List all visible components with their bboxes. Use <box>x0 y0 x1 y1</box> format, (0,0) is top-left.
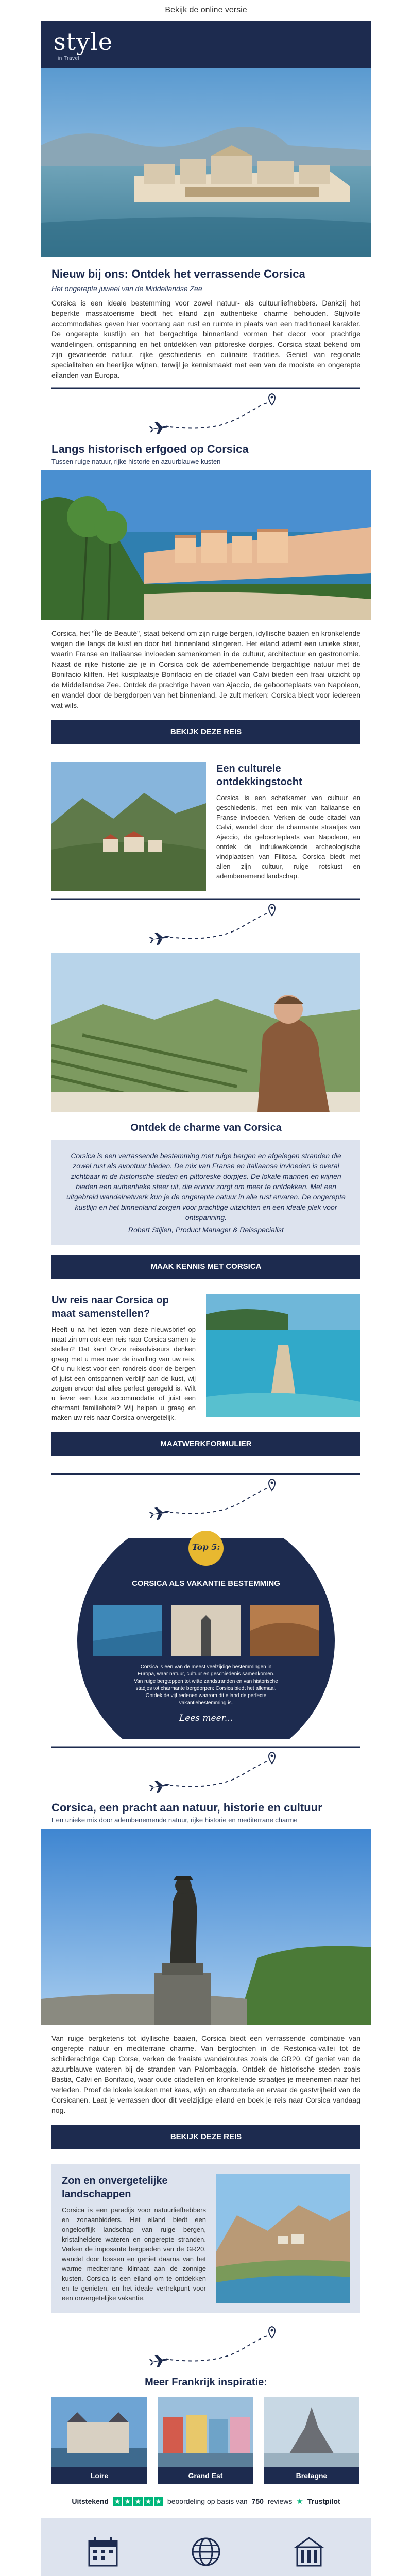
features-band <box>41 2518 371 2576</box>
meet-corsica-button[interactable]: MAAK KENNIS MET CORSICA <box>52 1255 360 1279</box>
card-label: Grand Est <box>158 2467 253 2484</box>
quote-author: Robert Stijlen, Product Manager & Reisspecialist <box>128 1226 284 1234</box>
napoleon-statue-image <box>41 1829 371 2025</box>
section-subtitle: Een unieke mix door adembenemende natuur, rijke historie en mediterrane charme <box>52 1816 298 1824</box>
section-title: Corsica, een pracht aan natuur, historie en cultuur <box>52 1801 322 1814</box>
section-title: Langs historisch erfgoed op Corsica <box>52 443 249 455</box>
header-band <box>41 21 371 68</box>
location-pin-icon <box>269 394 275 405</box>
mountain-village-image <box>52 762 206 891</box>
location-pin-icon <box>269 2327 275 2338</box>
view-trip-button-2[interactable]: BEKIJK DEZE REIS <box>52 2125 360 2149</box>
top5-circle[interactable] <box>41 1528 371 1739</box>
hero-image-bastia <box>41 68 371 257</box>
airplane-icon <box>148 420 171 436</box>
star-icon: ★ <box>133 2497 143 2506</box>
section-subtitle: Tussen ruige natuur, rijke historie en azuurblauwe kusten <box>52 457 221 465</box>
airplane-icon <box>148 930 171 946</box>
location-pin-icon <box>269 1752 275 1764</box>
top5-badge: Top 5: <box>192 1542 220 1552</box>
plane-divider <box>41 891 371 953</box>
airplane-icon <box>148 1505 171 1521</box>
feature-custom-trip <box>165 2534 247 2576</box>
style-logo[interactable]: style <box>54 28 113 56</box>
location-pin-icon <box>269 1479 275 1490</box>
card-label: Loire <box>52 2467 147 2484</box>
airplane-icon <box>148 2353 171 2369</box>
trust-rating-label: Uitstekend <box>72 2497 109 2505</box>
more-france-grid <box>41 2389 371 2484</box>
card-label: Bretagne <box>264 2467 359 2484</box>
quote-box <box>52 1140 360 1245</box>
calvi-coast-image <box>41 470 371 620</box>
top5-text: Corsica is een van de meest veelzijdige bestemmingen in Europa, waar natuur, cultuur en geschiedenis samenkomen. Van ruige bergtoppen tot witte zandstranden en van historische stadjes tot charmante bergdorpen: Corsica biedt het allemaal. Ontdek de vijf redenen waarom dit eiland de perfecte vakantiebestemming is. <box>134 1664 278 1706</box>
trust-text: beoordeling op basis van <box>167 2497 248 2505</box>
logo-tagline: in Travel <box>58 56 80 61</box>
feature-wide-offer <box>268 2534 350 2576</box>
section-body: Corsica, het "Île de Beauté", staat bekend om zijn ruige bergen, idyllische baaien en kronkelende wegen die langs de kust en door het binnenland slingeren. Het eiland ademt een unieke sfeer, waarin Franse en Italiaanse invloeden samenkomen in de cultuur, architectuur en gastronomie. Naast de rijke historie zie je in Corsica ook de adembenemende bergachtige natuur met de Bonifacio kliffen. Het kustplaatsje Bonifacio en de citadel van Calvi bieden een fraai uitzicht op de Middellandse Zee. Ontdek de prachtige haven van Ajaccio, de geboorteplaats van Napoleon, en wandel door de bergdorpen van het binnenland. Je zult merken: Corsica biedt voor iedereen wat wils. <box>52 629 360 709</box>
view-trip-button[interactable]: BEKIJK DEZE REIS <box>52 720 360 744</box>
section-body: Heeft u na het lezen van deze nieuwsbrief op maat zin om ook een reis naar Corsica samen te stellen? Dat kan! Onze reisadviseurs denken graag met u mee over de invulling van uw reis. Of u nu kiest voor een rondreis door de bergen of juist een ontspannen verblijf aan de kust, wij zorgen ervoor dat alles perfect geregeld is. Wilt u liever een luxe accommodatie of juist een charmant familiehotel? Wij helpen u graag en maken uw reis naar Corsica onvergetelijk. <box>52 1326 196 1421</box>
rocky-coast-image <box>216 2174 350 2303</box>
vineyard-person-image <box>52 953 360 1112</box>
plane-divider <box>41 1739 371 1801</box>
airplane-icon <box>148 1778 171 1794</box>
trustpilot-brand: Trustpilot <box>307 2497 340 2505</box>
france-card-bretagne[interactable] <box>264 2397 359 2484</box>
more-france-title: Meer Frankrijk inspiratie: <box>145 2377 267 2388</box>
newsletter <box>41 21 371 2576</box>
read-more-link[interactable]: Lees meer... <box>179 1713 233 1723</box>
star-icon: ★ <box>144 2497 153 2506</box>
calendar-icon <box>85 2534 121 2570</box>
trustpilot-bar[interactable] <box>41 2484 371 2518</box>
section-title: Nieuw bij ons: Ontdek het verrassende Corsica <box>52 267 305 280</box>
trust-suffix: reviews <box>267 2497 293 2505</box>
france-card-loire[interactable] <box>52 2397 147 2484</box>
star-icon: ★ <box>113 2497 122 2506</box>
top5-heading: CORSICA ALS VAKANTIE BESTEMMING <box>132 1579 280 1588</box>
trustpilot-star-icon: ★ <box>296 2497 303 2506</box>
section-title: Uw reis naar Corsica op maat samenstellen? <box>52 1295 169 1319</box>
trust-count: 750 <box>251 2497 264 2505</box>
sun-landscape-block <box>52 2164 360 2313</box>
section-body: Corsica is een schatkamer van cultuur en geschiedenis, met een mix van Italiaanse en Franse invloeden. Verken de oude citadel van Calvi, wandel door de charmante straatjes van Ajaccio, de geboorteplaats van Napoleon, en ontdek de indrukwekkende archeologische vindplaatsen van Filitosa. Corsica biedt met allen zijn cultuur, ruige rotskust en adembenemend landschap. <box>216 794 360 880</box>
globe-icon <box>188 2534 224 2570</box>
section-body: Van ruige bergketens tot idyllische baaien, Corsica biedt een verrassende combinatie van ongerepte natuur en mediterrane charme. Van bergtochten in de Restonica-vallei tot de schilderachtige Cap Corse, verken de fraaiste wandelroutes zoals de GR20. Of geniet van de azuurblauwe wateren bij de stranden van Palombaggia. Ontdek de historische steden zoals Bastia, Calvi en Bonifacio, waar oude citadellen en kronkelende straatjes je meenemen naar het verleden. Proef de lokale keuken met kaas, wijn en charcuterie en ervaar de gastvrijheid van de Corsicanen. Laat je verrassen door dit veelzijdige eiland en boek je reis naar Corsica vandaag nog. <box>52 2034 360 2114</box>
star-icon: ★ <box>123 2497 132 2506</box>
section-title: Zon en onvergetelijke landschappen <box>62 2175 168 2200</box>
plane-divider <box>41 380 371 442</box>
star-icon: ★ <box>154 2497 163 2506</box>
quote-text: Corsica is een verrassende bestemming met ruige bergen en afgelegen stranden die zowel rust als avontuur bieden. De mix van Franse en Italiaanse invloeden is overal zichtbaar in de historische steden en pittoreske dorpjes. De lokale mannen en wijnen bieden een authentieke sfeer uit, die ervoor zorgt om meer te ontdekken. Met een uitgebreid wandelnetwerk kun je de ongerepte natuur in alle rust ervaren. De ongerepte kustlijn en het binnenland zorgen voor prachtige uitzichten en een ideale plek voor ontspanning. <box>66 1151 346 1222</box>
beach-pier-image <box>206 1294 360 1417</box>
feature-flexible-dates <box>62 2534 144 2576</box>
section-body: Corsica is een ideale bestemming voor zowel natuur- als cultuurliefhebbers. Dankzij het beperkte massatoerisme biedt het eiland zijn authentieke charme behouden. Stijlvolle accommodaties geven hier voorrang aan rust en ruimte in plaats van een traditioneel karakter. De ongerepte kustlijn en het bergachtige binnenland vormen het decor voor prachtige wandelingen, ontspanning en het ontdekken van pittoreske dorpjes. Corsica staat bekend om zijn gevarieerde natuur, rijke geschiedenis en culinaire tradities. Geniet van regionale specialiteiten en heerlijke wijnen, terwijl je kennismaakt met een van de mooiste en ongerepte eilanden van Europa. <box>52 299 360 379</box>
section-subtitle: Het ongerepte juweel van de Middellandse Zee <box>52 284 202 293</box>
section-body: Corsica is een paradijs voor natuurliefhebbers en zonaanbidders. Het eiland biedt een ongelooflijk landschap van ruige bergen, kristalheldere wateren en ongerepte stranden. Verken de imposante bergpaden van de GR20, wandel door bossen en geniet daarna van het warme mediterrane klimaat aan de zonnige kusten. Corsica is een eiland om te ontdekken en te genieten, en het ideale vertrekpunt voor een onvergetelijke vakantie. <box>62 2206 206 2302</box>
section-title: Ontdek de charme van Corsica <box>130 1122 282 1133</box>
building-icon <box>291 2534 327 2570</box>
location-pin-icon <box>269 904 275 916</box>
france-card-grand-est[interactable] <box>158 2397 253 2484</box>
online-version-link[interactable]: Bekijk de online versie <box>165 6 247 14</box>
plane-divider <box>41 1466 371 1528</box>
custom-trip-form-button[interactable]: MAATWERKFORMULIER <box>52 1432 360 1456</box>
trust-stars <box>113 2497 163 2506</box>
plane-divider <box>41 2313 371 2375</box>
section-title: Een culturele ontdekkingstocht <box>216 763 302 788</box>
